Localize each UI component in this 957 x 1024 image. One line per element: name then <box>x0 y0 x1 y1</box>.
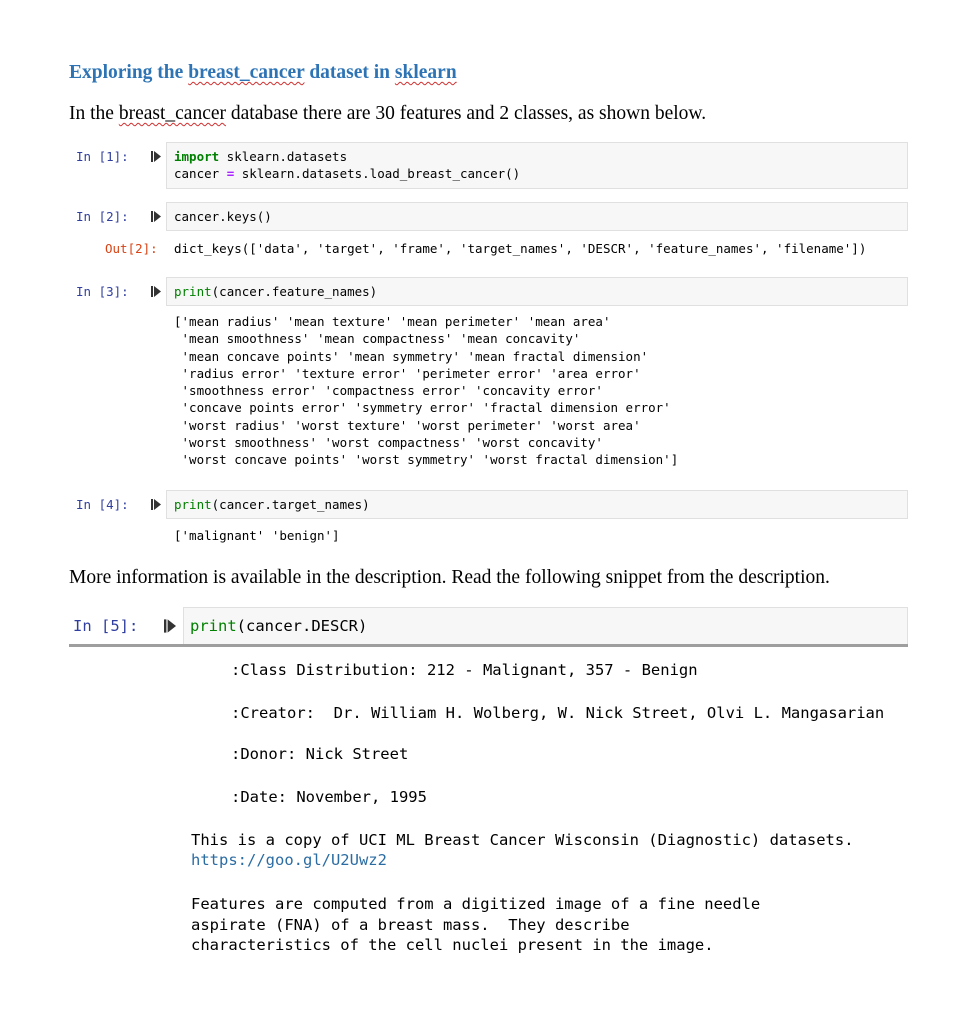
heading-text: Exploring the <box>69 62 189 83</box>
output-line: 'concave points error' 'symmetry error' 'fractal dimension error' <box>174 400 671 416</box>
code-operator: = <box>226 166 235 181</box>
code-keyword: import <box>174 149 220 164</box>
cell-2-output: dict_keys(['data', 'target', 'frame', 'target_names', 'DESCR', 'feature_names', 'filename']) <box>174 241 867 256</box>
page-heading <box>69 62 457 84</box>
cell-2-code-area[interactable] <box>166 202 908 231</box>
code-text: cancer <box>174 166 227 181</box>
intro-text: database there are 30 features and 2 classes, as shown below. <box>226 103 707 124</box>
descr-link[interactable]: https://goo.gl/U2Uwz2 <box>191 851 387 869</box>
code-builtin: print <box>174 284 212 299</box>
descr-features-line: characteristics of the cell nuclei present in the image. <box>191 936 714 954</box>
cell-4-code[interactable] <box>174 496 370 513</box>
run-cell-icon[interactable] <box>151 499 161 510</box>
code-text: (cancer.DESCR) <box>236 617 368 635</box>
output-line: 'mean concave points' 'mean symmetry' 'mean fractal dimension' <box>174 348 649 364</box>
output-line: 'worst smoothness' 'worst compactness' 'worst concavity' <box>174 435 603 451</box>
code-text: sklearn.datasets.load_breast_cancer() <box>234 166 521 181</box>
code-text: (cancer.feature_names) <box>211 284 378 299</box>
code-builtin: print <box>174 497 212 512</box>
intro-term-breast-cancer: breast_cancer <box>118 103 227 124</box>
output-line: 'mean smoothness' 'mean compactness' 'mean concavity' <box>174 331 581 347</box>
run-cell-icon[interactable] <box>151 286 161 297</box>
descr-features-line: aspirate (FNA) of a breast mass. They describe <box>191 915 630 934</box>
descr-copy-line: This is a copy of UCI ML Breast Cancer Wisconsin (Diagnostic) datasets. <box>191 831 854 849</box>
code-builtin: print <box>190 617 237 635</box>
heading-term-sklearn: sklearn <box>394 62 457 83</box>
descr-donor: :Donor: Nick Street <box>231 745 409 763</box>
output-line: 'smoothness error' 'compactness error' 'concavity error' <box>174 383 603 399</box>
cell-1-code[interactable] <box>174 148 520 182</box>
descr-creator: :Creator: Dr. William H. Wolberg, W. Nick Street, Olvi L. Mangasarian <box>231 704 885 722</box>
run-cell-icon[interactable] <box>151 151 161 162</box>
cell-4-prompt: In [4]: <box>76 497 129 512</box>
cell-3-prompt: In [3]: <box>76 284 129 299</box>
intro-text: In the <box>69 103 119 124</box>
output-line: 'worst radius' 'worst texture' 'worst perimeter' 'worst area' <box>174 417 641 433</box>
cell-5-prompt: In [5]: <box>73 617 139 635</box>
descr-class-distribution: :Class Distribution: 212 - Malignant, 357 - Benign <box>231 661 698 679</box>
cell-2-prompt: In [2]: <box>76 209 129 224</box>
cell-2-code[interactable]: cancer.keys() <box>174 209 272 224</box>
cell-3-output <box>174 313 678 469</box>
cell-3-code[interactable] <box>174 283 377 300</box>
output-line: ['mean radius' 'mean texture' 'mean perimeter' 'mean area' <box>174 314 611 329</box>
cell-2-out-prompt: Out[2]: <box>105 241 158 256</box>
cell-1-prompt: In [1]: <box>76 149 129 164</box>
descr-date: :Date: November, 1995 <box>231 788 427 806</box>
heading-text: dataset in <box>304 62 395 83</box>
code-text: (cancer.target_names) <box>211 497 370 512</box>
run-cell-icon[interactable] <box>151 211 161 222</box>
output-line: 'radius error' 'texture error' 'perimeter error' 'area error' <box>174 365 641 381</box>
more-info-paragraph: More information is available in the description. Read the following snippet from the description. <box>69 567 830 588</box>
code-text: sklearn.datasets <box>219 149 348 164</box>
descr-features-line: Features are computed from a digitized image of a fine needle <box>191 895 761 913</box>
output-divider <box>69 644 908 647</box>
cell-5-code[interactable] <box>190 616 367 636</box>
intro-paragraph <box>69 103 706 125</box>
run-cell-icon[interactable] <box>164 619 176 633</box>
descr-features <box>191 894 760 956</box>
heading-term-breast-cancer: breast_cancer <box>188 62 305 83</box>
cell-4-output: ['malignant' 'benign'] <box>174 528 340 543</box>
output-line: 'worst concave points' 'worst symmetry' 'worst fractal dimension'] <box>174 452 679 468</box>
